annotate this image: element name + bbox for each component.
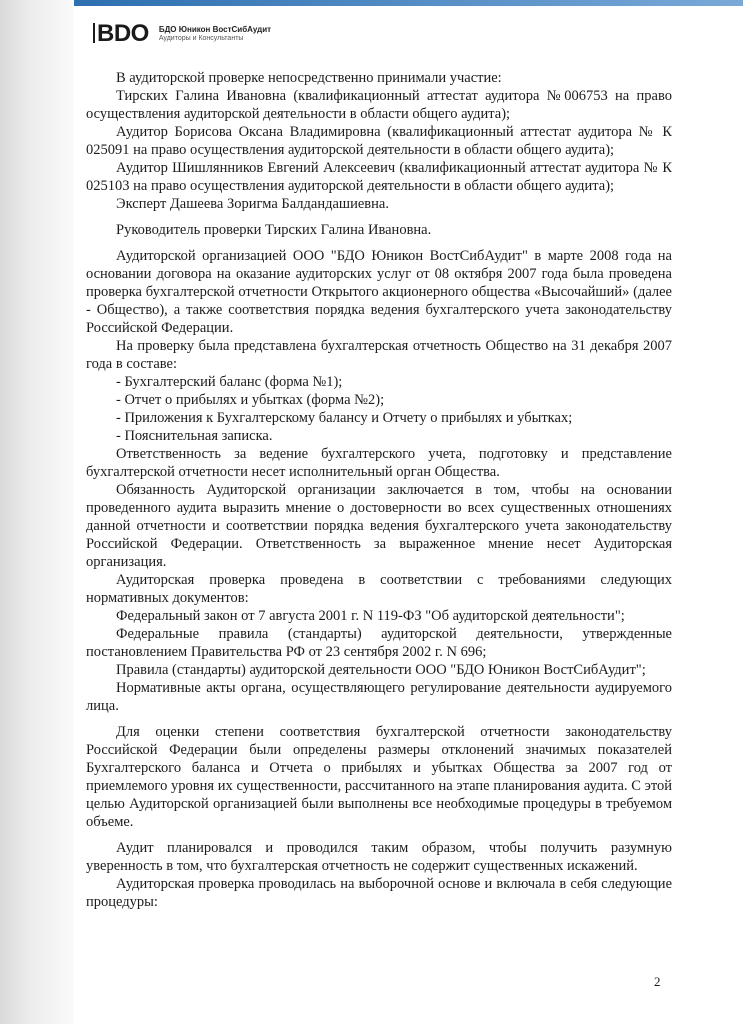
statement-item: - Приложения к Бухгалтерскому балансу и Отчету о прибылях и убытках; xyxy=(116,410,573,426)
planning-paragraph: Аудит планировался и проводился таким образом, чтобы получить разумную уверенность в том, что бухгалтерская отчетность не содержит существенных искажений. xyxy=(86,840,672,874)
statement-item: - Бухгалтерский баланс (форма №1); xyxy=(116,374,343,390)
participant-2: Аудитор Борисова Оксана Владимировна (квалификационный аттестат аудитора № К 025091 на право осуществления аудиторской деятельности в области общего аудита); xyxy=(86,124,672,158)
regulation-4: Нормативные акты органа, осуществляющего регулирование деятельности аудируемого лица. xyxy=(86,680,672,714)
firm-block xyxy=(159,25,271,43)
document-body xyxy=(86,69,672,911)
binder-strip xyxy=(74,0,743,6)
participant-3: Аудитор Шишлянников Евгений Алексеевич (квалификационный аттестат аудитора № К 025103 на право осуществления аудиторской деятельности в области общего аудита); xyxy=(86,160,672,194)
firm-name: БДО Юникон ВостСибАудит xyxy=(158,25,272,34)
regulations-intro: Аудиторская проверка проведена в соответствии с требованиями следующих нормативных документов: xyxy=(86,572,672,606)
statement-item: - Отчет о прибылях и убытках (форма №2); xyxy=(116,392,385,408)
page-number: 2 xyxy=(654,974,661,989)
regulation-1: Федеральный закон от 7 августа 2001 г. N 119-ФЗ "Об аудиторской деятельности"; xyxy=(116,608,625,624)
participant-1: Тирских Галина Ивановна (квалификационный аттестат аудитора №006753 на право осуществления аудиторской деятельности в области общего аудита); xyxy=(86,88,672,122)
page-fold-shadow xyxy=(0,0,74,1024)
bdo-logo xyxy=(93,22,149,46)
participants-intro: В аудиторской проверке непосредственно принимали участие: xyxy=(116,70,502,86)
statements-intro: На проверку была представлена бухгалтерская отчетность Общество на 31 декабря 2007 года в составе: xyxy=(86,338,672,372)
logo-bar-icon xyxy=(93,23,95,43)
regulation-3: Правила (стандарты) аудиторской деятельности ООО "БДО Юникон ВостСибАудит"; xyxy=(116,662,646,678)
materiality-paragraph: Для оценки степени соответствия бухгалтерской отчетности законодательству Российской Федерации были определены размеры отклонений значимых показателей Бухгалтерского баланса и Отчета о прибылях и убытках Общества за 2007 год от приемлемого уровня их существенности, рассчитанного на этапе планирования аудита. С этой целью Аудиторской организацией были выполнены все необходимые процедуры в требуемом объеме. xyxy=(86,724,672,830)
audit-intro: Аудиторской организацией ООО "БДО Юникон ВостСибАудит" в марте 2008 года на основании договора на оказание аудиторских услуг от 08 октября 2007 года была проведена проверка бухгалтерской отчетности Открытого акционерного общества «Высочайший» (далее - Общество), а также соответствия порядка ведения бухгалтерского учета законодательству Российской Федерации. xyxy=(86,248,672,336)
statement-item: - Пояснительная записка. xyxy=(116,428,273,444)
logo-text: BDO xyxy=(97,20,149,47)
participant-4: Эксперт Дашеева Зоригма Балдандашиевна. xyxy=(116,196,389,212)
firm-subtitle: Аудиторы и Консультанты xyxy=(158,35,244,42)
procedures-intro: Аудиторская проверка проводилась на выборочной основе и включала в себя следующие процедуры: xyxy=(86,876,672,910)
letterhead xyxy=(93,22,271,46)
responsibility-paragraph: Ответственность за ведение бухгалтерского учета, подготовку и представление бухгалтерской отчетности несет исполнительный орган Общества. xyxy=(86,446,672,480)
regulation-2: Федеральные правила (стандарты) аудиторской деятельности, утвержденные постановлением Правительства РФ от 23 сентября 2002 г. N 696; xyxy=(86,626,672,660)
participant-5: Руководитель проверки Тирских Галина Ивановна. xyxy=(116,222,432,238)
auditor-duty-paragraph: Обязанность Аудиторской организации заключается в том, чтобы на основании проведенного аудита выразить мнение о достоверности во всех существенных отношениях данной отчетности и соответствии порядка ведения бухгалтерского учета законодательству Российской Федерации. Ответственность за выраженное мнение несет Аудиторская организация. xyxy=(86,482,672,570)
